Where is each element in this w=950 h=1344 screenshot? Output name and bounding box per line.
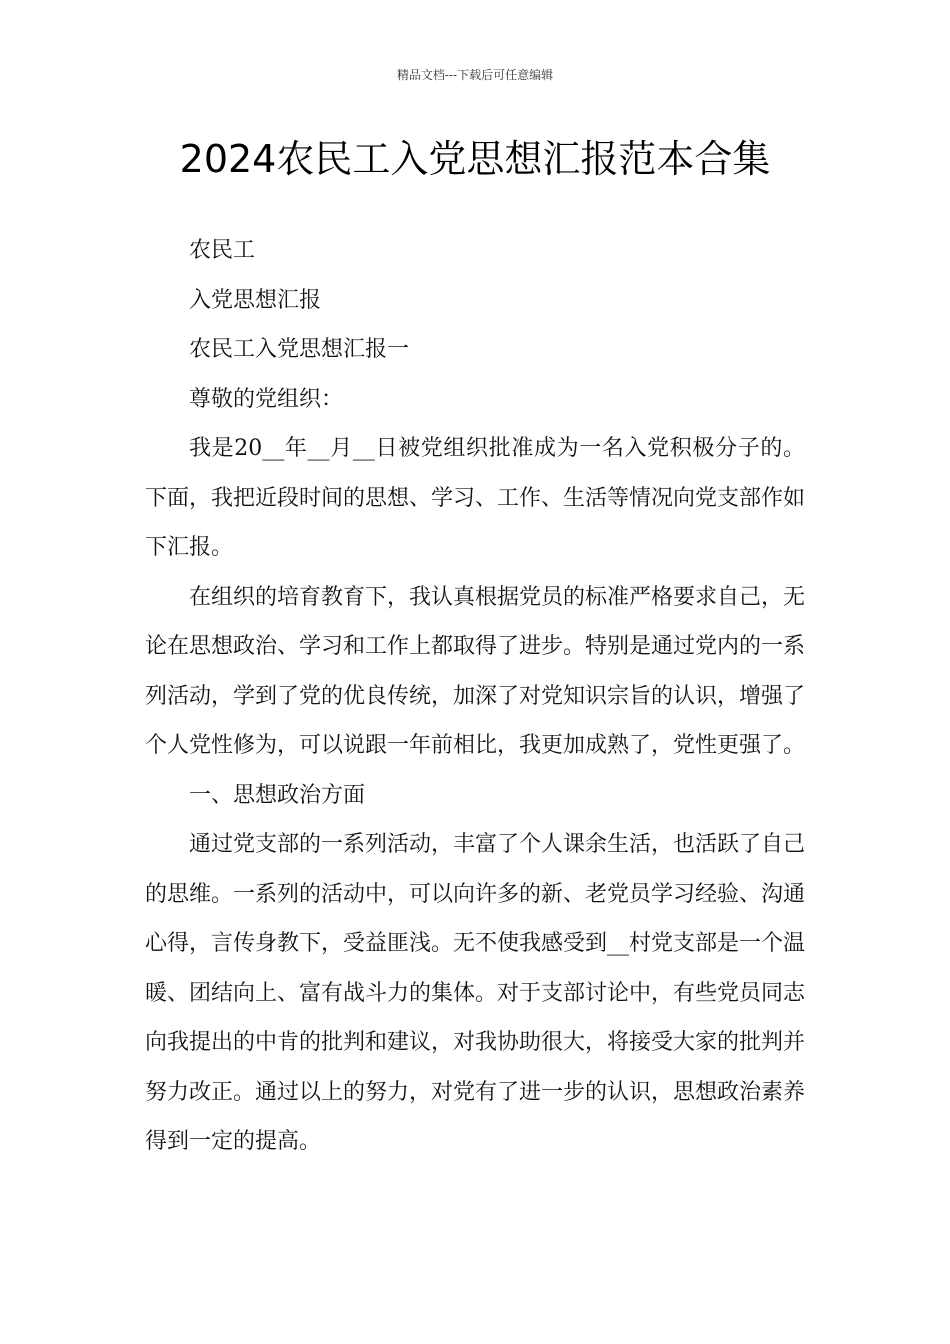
paragraph-salutation: 尊敬的党组织： xyxy=(189,386,344,412)
section-heading-politics: 一、思想政治方面 xyxy=(189,782,366,808)
document-body xyxy=(145,226,805,1167)
paragraph-heading-1: 农民工 xyxy=(189,238,256,263)
paragraph-heading-2: 入党思想汇报 xyxy=(189,287,322,313)
header-note: 精品文档---下载后可任意编辑 xyxy=(396,68,554,82)
paragraph-politics: 通过党支部的一系列活动，丰富了个人课余生活，也活跃了自己的思维。一系列的活动中，可以向许多的新、老党员学习经验、沟通心得，言传身教下，受益匪浅。无不使我感受到__村党支部是一个温暖、团结向上、富有战斗力的集体。对于支部讨论中，有些党员同志向我提出的中肯的批判和建议，对我协助很大，将接受大家的批判并努力改正。通过以上的努力，对党有了进一步的认识，思想政治素养得到一定的提高。 xyxy=(145,832,806,1154)
paragraph-progress: 在组织的培育教育下，我认真根据党员的标准严格要求自己，无论在思想政治、学习和工作上都取得了进步。特别是通过党内的一系列活动，学到了党的优良传统，加深了对党知识宗旨的认识，增强了个人党性修为，可以说跟一年前相比，我更加成熟了，党性更强了。 xyxy=(145,584,806,758)
document-title: 2024农民工入党思想汇报范本合集 xyxy=(179,137,771,181)
paragraph-intro: 我是20__年__月__日被党组织批准成为一名入党积极分子的。下面，我把近段时间的思想、学习、工作、生活等情况向党支部作如下汇报。 xyxy=(145,436,806,560)
paragraph-subtitle: 农民工入党思想汇报一 xyxy=(189,337,410,362)
